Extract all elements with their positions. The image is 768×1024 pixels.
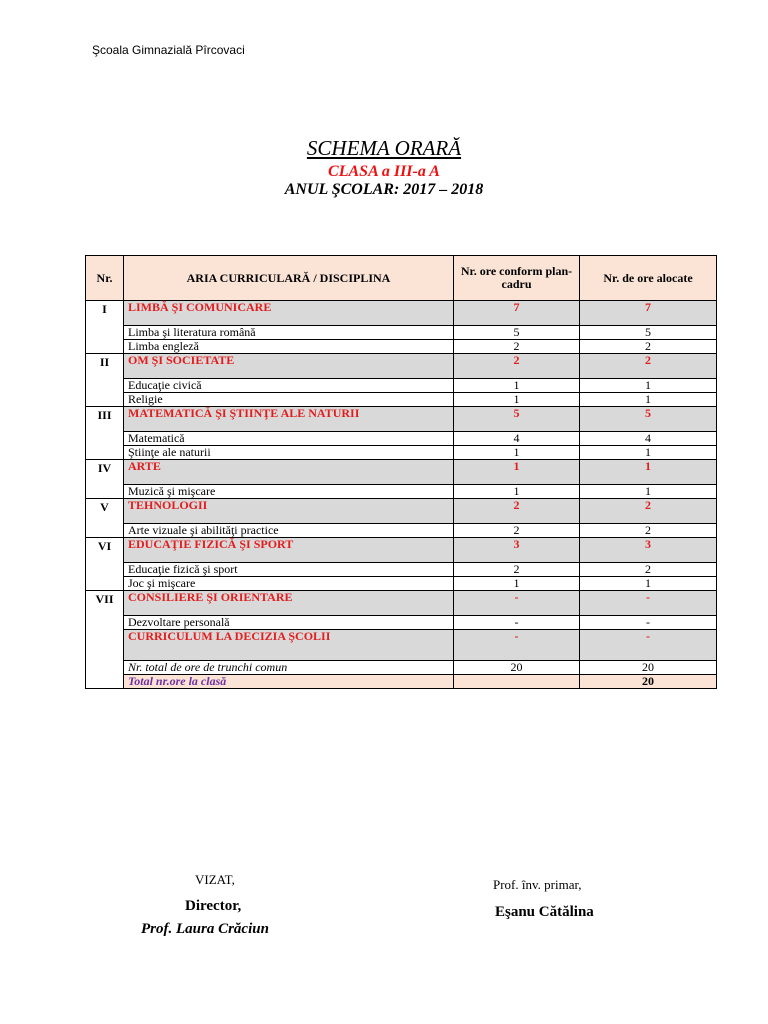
row-number: VI <box>86 538 124 591</box>
allocated-hours: 1 <box>580 446 717 460</box>
table-row <box>86 326 717 340</box>
plan-hours: 2 <box>454 354 580 379</box>
table-row <box>86 675 717 689</box>
plan-hours: 2 <box>454 563 580 577</box>
table-row <box>86 538 717 563</box>
area-name: OM ŞI SOCIETATE <box>124 354 454 379</box>
plan-hours: 2 <box>454 340 580 354</box>
allocated-hours: 20 <box>580 675 717 689</box>
plan-hours: 5 <box>454 407 580 432</box>
subject-name: Joc şi mişcare <box>124 577 454 591</box>
subject-name: Matematică <box>124 432 454 446</box>
school-name: Şcoala Gimnazială Pîrcovaci <box>92 43 245 57</box>
header-plan: Nr. ore conform plan- cadru <box>454 256 580 301</box>
subject-name: Arte vizuale şi abilităţi practice <box>124 524 454 538</box>
director-label: Director, <box>185 898 242 914</box>
table-row <box>86 379 717 393</box>
class-subtitle: CLASA a III-a A <box>328 163 440 180</box>
plan-hours: 4 <box>454 432 580 446</box>
area-name: CONSILIERE ŞI ORIENTARE <box>124 591 454 616</box>
table-row <box>86 340 717 354</box>
row-number: III <box>86 407 124 460</box>
table-row <box>86 591 717 616</box>
plan-hours: 2 <box>454 524 580 538</box>
subject-name: Muzică şi mişcare <box>124 485 454 499</box>
allocated-hours: - <box>580 616 717 630</box>
director-name: Prof. Laura Crăciun <box>141 921 269 937</box>
plan-hours: 1 <box>454 577 580 591</box>
teacher-name: Eşanu Cătălina <box>495 904 594 920</box>
page-title: SCHEMA ORARĂ <box>306 136 462 160</box>
allocated-hours: 3 <box>580 538 717 563</box>
table-row <box>86 301 717 326</box>
allocated-hours: 5 <box>580 326 717 340</box>
allocated-hours: 2 <box>580 524 717 538</box>
plan-hours: 3 <box>454 538 580 563</box>
header-alocate: Nr. de ore alocate <box>580 256 717 301</box>
subject-name: Ştiinţe ale naturii <box>124 446 454 460</box>
allocated-hours: 4 <box>580 432 717 446</box>
total-label: Nr. total de ore de trunchi comun <box>124 661 454 675</box>
allocated-hours: 1 <box>580 379 717 393</box>
plan-hours: 1 <box>454 393 580 407</box>
table-row <box>86 563 717 577</box>
plan-hours: 1 <box>454 460 580 485</box>
header-aria: ARIA CURRICULARĂ / DISCIPLINA <box>124 256 454 301</box>
school-year: ANUL ŞCOLAR: 2017 – 2018 <box>284 181 484 198</box>
allocated-hours: 1 <box>580 577 717 591</box>
area-name: LIMBĂ ŞI COMUNICARE <box>124 301 454 326</box>
allocated-hours: 1 <box>580 485 717 499</box>
plan-hours: 5 <box>454 326 580 340</box>
final-total-label: Total nr.ore la clasă <box>124 675 454 689</box>
allocated-hours: - <box>580 630 717 661</box>
allocated-hours: 2 <box>580 354 717 379</box>
table-row <box>86 499 717 524</box>
plan-hours: 1 <box>454 379 580 393</box>
table-row <box>86 393 717 407</box>
plan-hours: - <box>454 591 580 616</box>
plan-hours: 20 <box>454 661 580 675</box>
table-row <box>86 630 717 661</box>
plan-hours: 2 <box>454 499 580 524</box>
plan-hours: - <box>454 630 580 661</box>
vizat-label: VIZAT, <box>195 872 235 887</box>
allocated-hours: 2 <box>580 499 717 524</box>
allocated-hours: 20 <box>580 661 717 675</box>
subject-name: Dezvoltare personală <box>124 616 454 630</box>
allocated-hours: 1 <box>580 460 717 485</box>
plan-hours: 1 <box>454 485 580 499</box>
table-row <box>86 354 717 379</box>
table-row <box>86 661 717 675</box>
area-name: EDUCAŢIE FIZICĂ ŞI SPORT <box>124 538 454 563</box>
area-name: CURRICULUM LA DECIZIA ŞCOLII <box>124 630 454 661</box>
row-number: V <box>86 499 124 538</box>
schedule-table <box>85 255 717 689</box>
allocated-hours: 2 <box>580 340 717 354</box>
row-number: II <box>86 354 124 407</box>
row-number: VII <box>86 591 124 689</box>
plan-hours <box>454 675 580 689</box>
table-row <box>86 616 717 630</box>
subject-name: Limba şi literatura română <box>124 326 454 340</box>
subject-name: Educaţie civică <box>124 379 454 393</box>
subject-name: Limba engleză <box>124 340 454 354</box>
table-row <box>86 407 717 432</box>
subject-name: Educaţie fizică şi sport <box>124 563 454 577</box>
allocated-hours: 5 <box>580 407 717 432</box>
table-row <box>86 446 717 460</box>
table-row <box>86 432 717 446</box>
table-header-row <box>86 256 717 301</box>
allocated-hours: 1 <box>580 393 717 407</box>
allocated-hours: 2 <box>580 563 717 577</box>
table-row <box>86 524 717 538</box>
subject-name: Religie <box>124 393 454 407</box>
table-row <box>86 460 717 485</box>
table-row <box>86 577 717 591</box>
header-nr: Nr. <box>86 256 124 301</box>
row-number: I <box>86 301 124 354</box>
row-number: IV <box>86 460 124 499</box>
allocated-hours: 7 <box>580 301 717 326</box>
allocated-hours: - <box>580 591 717 616</box>
area-name: MATEMATICĂ ŞI ŞTIINŢE ALE NATURII <box>124 407 454 432</box>
area-name: TEHNOLOGII <box>124 499 454 524</box>
plan-hours: 1 <box>454 446 580 460</box>
plan-hours: - <box>454 616 580 630</box>
area-name: ARTE <box>124 460 454 485</box>
teacher-role: Prof. înv. primar, <box>493 877 582 892</box>
plan-hours: 7 <box>454 301 580 326</box>
table-row <box>86 485 717 499</box>
